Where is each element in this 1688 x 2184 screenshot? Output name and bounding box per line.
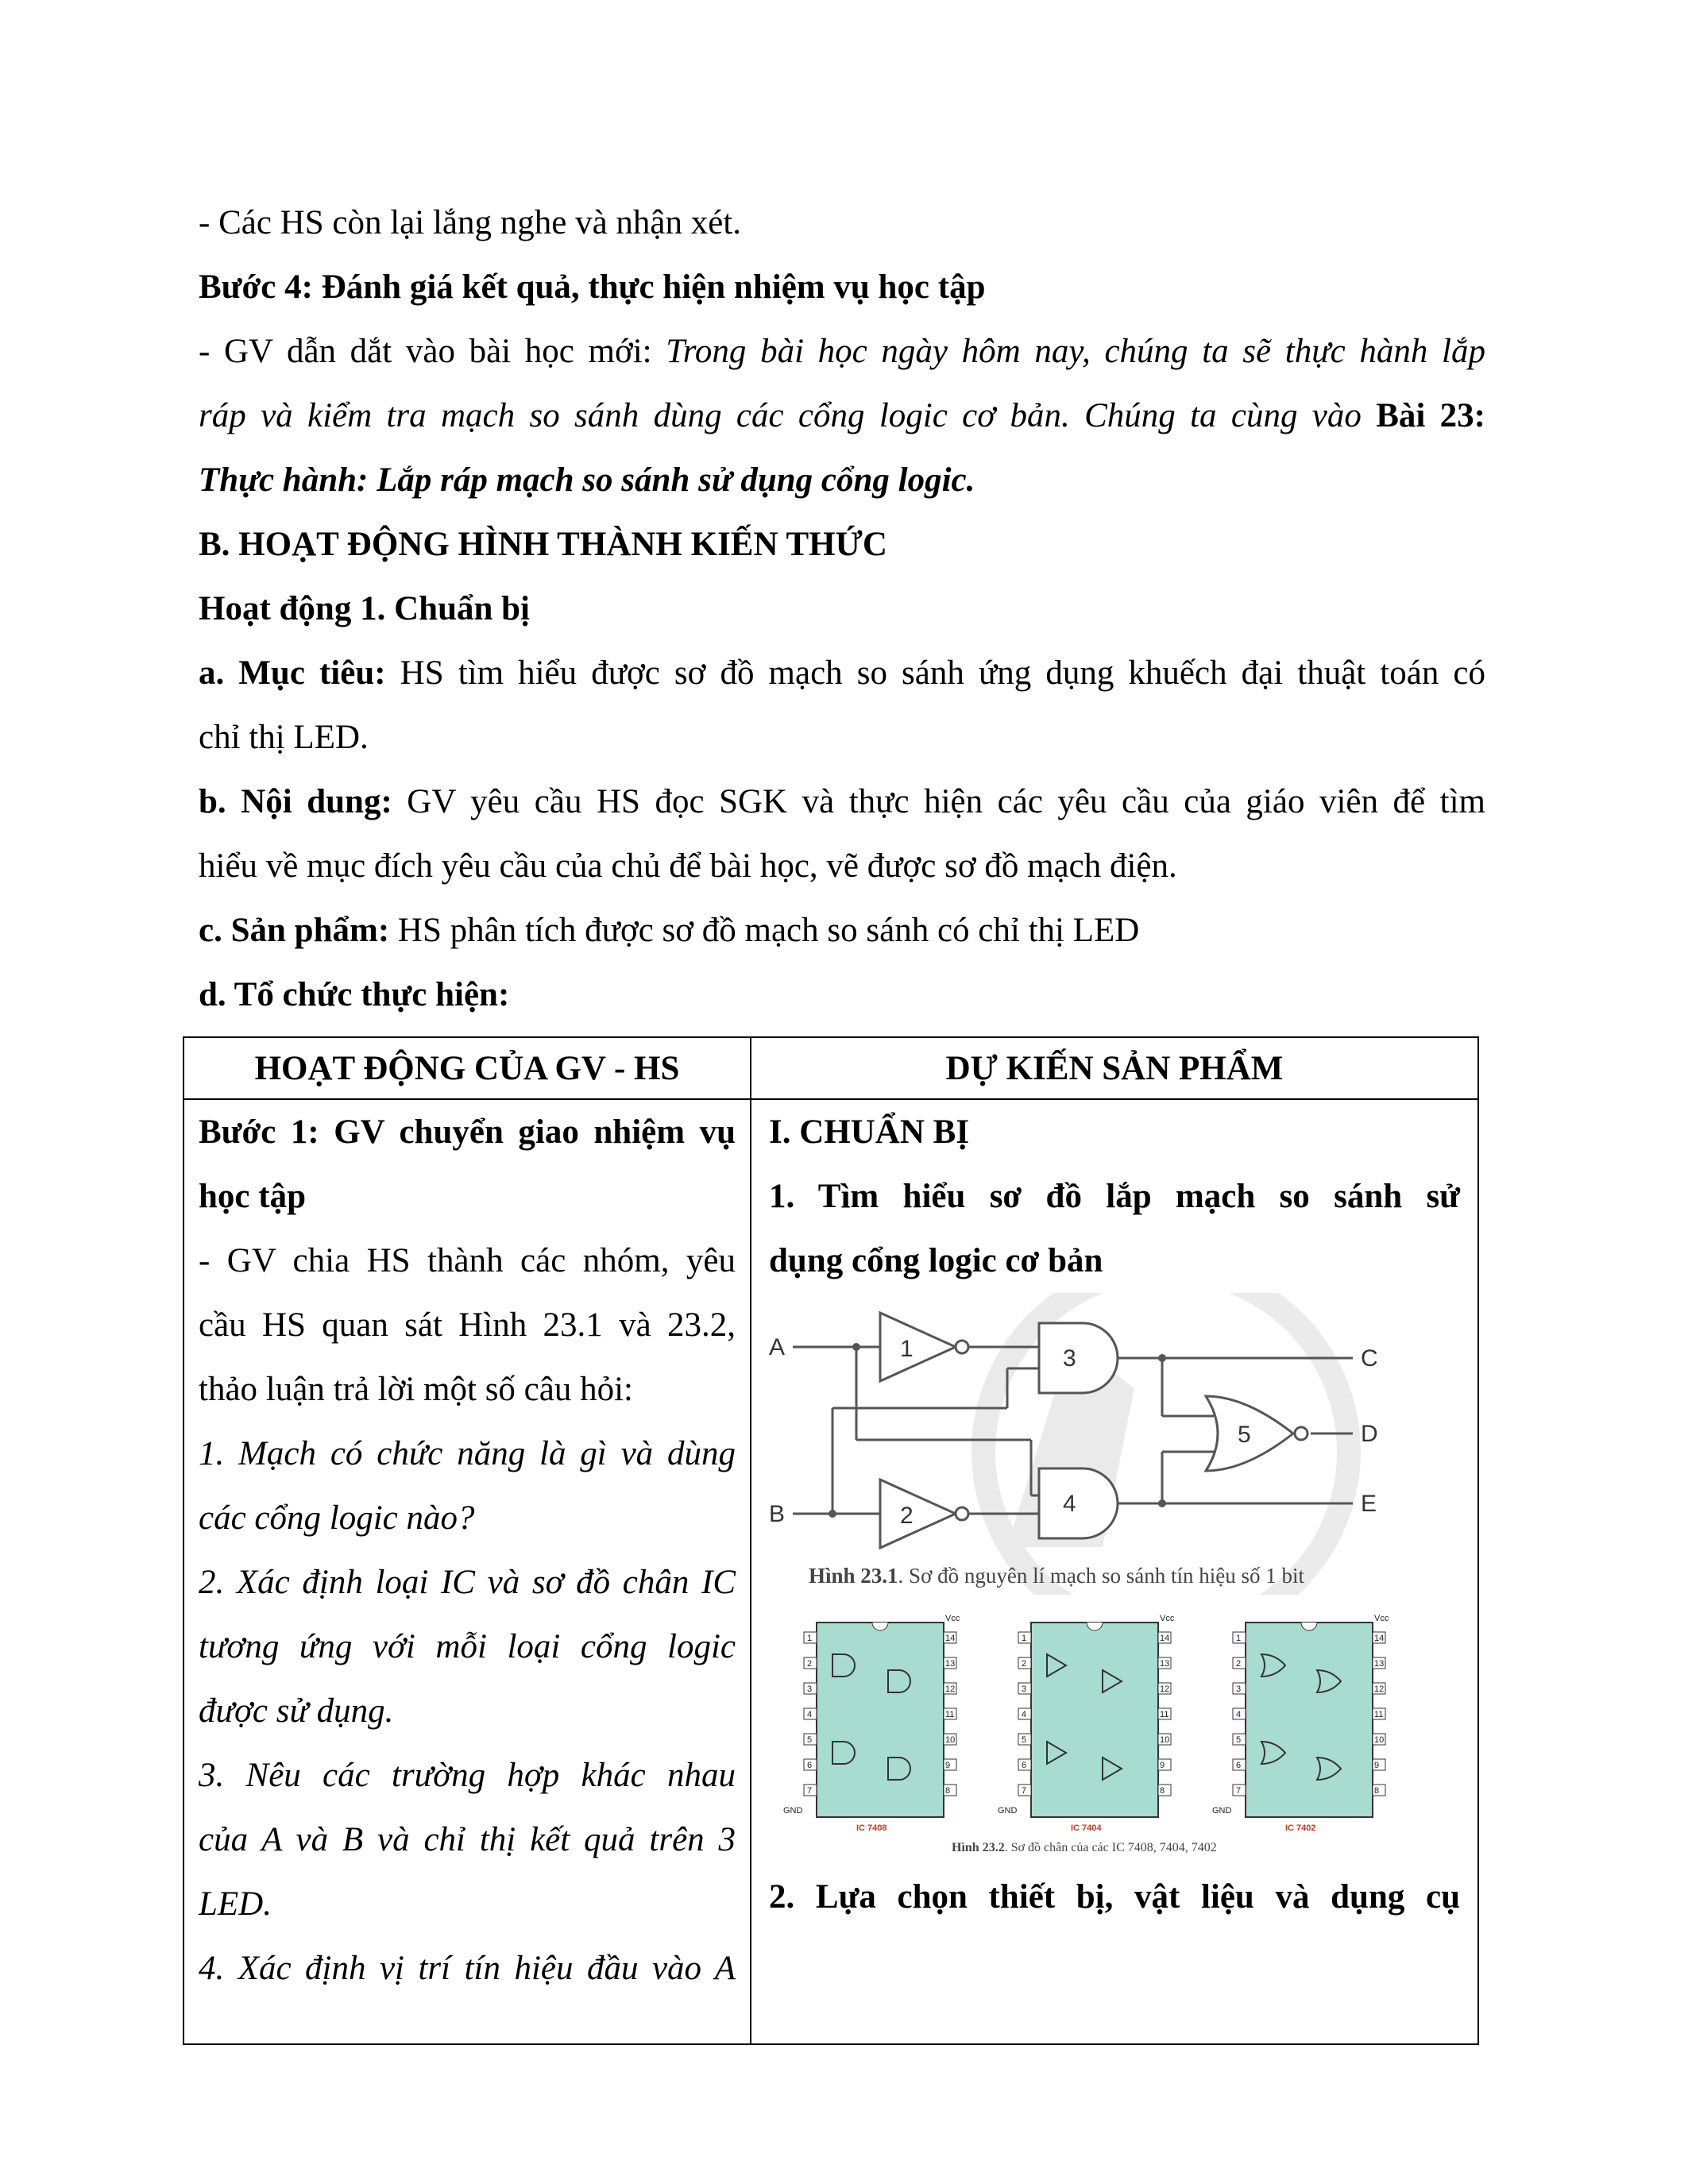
svg-text:2: 2	[900, 1503, 914, 1529]
figure-23-1-circuit	[769, 1293, 1460, 1595]
pin-number: 6	[1236, 1761, 1242, 1770]
ic-7404-diagram	[998, 1614, 1175, 1833]
pin-number: 13	[945, 1659, 956, 1669]
teacher-student-activity-cell	[183, 1099, 751, 2044]
question-2-end: được sử dụng.	[199, 1692, 394, 1730]
pin-number: 3	[1022, 1684, 1027, 1694]
ic-7408-diagram	[783, 1614, 960, 1833]
gnd-label: GND	[1212, 1806, 1232, 1815]
step1-heading-2: học tập	[199, 1178, 306, 1215]
vcc-label: Vcc	[945, 1614, 960, 1623]
pin-number: 13	[1374, 1659, 1385, 1669]
pin-number: 11	[1160, 1710, 1169, 1719]
ic-7402-diagram	[1212, 1614, 1389, 1833]
ic-7408-label: IC 7408	[856, 1823, 887, 1833]
pin-number: 9	[1160, 1761, 1165, 1770]
objective-line-2: chỉ thị LED.	[199, 719, 369, 756]
pin-number: 8	[945, 1786, 951, 1796]
question-4: 4. Xác định vị trí tín hiệu đầu vào A	[199, 1950, 736, 1987]
junction-dot	[1158, 1499, 1166, 1507]
pin-number: 1	[807, 1634, 813, 1643]
pin-number: 7	[1236, 1786, 1242, 1796]
pin-number: 1	[1022, 1634, 1027, 1643]
pin-number: 12	[1374, 1684, 1385, 1694]
pin-number: 12	[1160, 1684, 1170, 1694]
pin-number: 2	[1236, 1659, 1242, 1669]
pin-number: 14	[1160, 1634, 1170, 1643]
pin-number: 10	[1374, 1735, 1385, 1745]
output-d-label: D	[1361, 1421, 1378, 1447]
junction-dot	[829, 1510, 836, 1518]
pin-number: 4	[1022, 1710, 1027, 1719]
pin-number: 3	[807, 1684, 813, 1694]
intro-line-3: - GV dẫn dắt vào bài học mới: Trong bài học ngày hôm nay, chúng ta sẽ thực hành lắp	[199, 333, 1485, 370]
question-2-cont: tương ứng với mỗi loại cổng logic	[199, 1628, 736, 1665]
vcc-label: Vcc	[1374, 1614, 1389, 1623]
expected-product-cell	[751, 1099, 1478, 2044]
lesson-title: Thực hành: Lắp ráp mạch so sánh sử dụng cổng logic.	[199, 461, 975, 499]
intro-line-1: - Các HS còn lại lắng nghe và nhận xét.	[199, 204, 742, 241]
svg-text:5: 5	[1238, 1422, 1251, 1448]
pin-number: 2	[1022, 1659, 1027, 1669]
step4-heading: Bước 4: Đánh giá kết quả, thực hiện nhiệm vụ học tập	[199, 268, 986, 306]
figure-23-2-caption: Hình 23.2. Sơ đồ chân của các IC 7408, 7404, 7402	[952, 1841, 1217, 1854]
pin-number: 5	[1236, 1735, 1242, 1745]
pin-number: 5	[1022, 1735, 1027, 1745]
ic-7402-label: IC 7402	[1285, 1823, 1316, 1833]
gate-3-and	[1039, 1323, 1118, 1393]
figure-23-2-ic-pinouts	[769, 1599, 1460, 1861]
pin-number: 11	[1374, 1710, 1384, 1719]
pin-number: 4	[807, 1710, 813, 1719]
pin-number: 3	[1236, 1684, 1242, 1694]
gnd-label: GND	[998, 1806, 1018, 1815]
intro-line-4: ráp và kiểm tra mạch so sánh dùng các cổng logic cơ bản. Chúng ta cùng vào Bài 23:	[199, 397, 1485, 434]
pin-number: 7	[1022, 1786, 1027, 1796]
gnd-label: GND	[783, 1806, 803, 1815]
svg-text:1: 1	[900, 1336, 914, 1362]
input-b-label: B	[769, 1501, 786, 1527]
activity-table	[183, 1036, 1479, 2045]
prep-heading: I. CHUẨN BỊ	[769, 1113, 970, 1151]
junction-dot	[852, 1343, 860, 1351]
organize-heading: d. Tổ chức thực hiện:	[199, 976, 510, 1013]
ic-7404-label: IC 7404	[1071, 1823, 1102, 1833]
pin-number: 6	[807, 1761, 813, 1770]
pin-number: 4	[1236, 1710, 1242, 1719]
input-a-label: A	[769, 1334, 786, 1360]
question-2: 2. Xác định loại IC và sơ đồ chân IC	[199, 1564, 736, 1601]
pin-number: 11	[945, 1710, 955, 1719]
gate-2-not	[880, 1480, 968, 1548]
junction-dot	[1158, 1354, 1166, 1362]
question-1-cont: các cổng logic nào?	[199, 1499, 475, 1537]
output-e-label: E	[1361, 1491, 1377, 1517]
figure-23-1-caption: Hình 23.1. Sơ đồ nguyên lí mạch so sánh tín hiệu số 1 bit	[809, 1564, 1305, 1588]
objective-line: a. Mục tiêu: HS tìm hiểu được sơ đồ mạch so sánh ứng dụng khuếch đại thuật toán có	[199, 654, 1485, 692]
pin-number: 9	[1374, 1761, 1380, 1770]
question-3-cont: của A và B và chỉ thị kết quả trên 3	[199, 1821, 736, 1858]
subsection-2-heading: 2. Lựa chọn thiết bị, vật liệu và dụng cụ	[769, 1878, 1460, 1916]
gate-4-and	[1039, 1468, 1118, 1538]
svg-text:4: 4	[1063, 1491, 1076, 1517]
section-b-heading: B. HOẠT ĐỘNG HÌNH THÀNH KIẾN THỨC	[199, 526, 887, 563]
step1-heading: Bước 1: GV chuyển giao nhiệm vụ	[199, 1113, 736, 1151]
gate-1-not	[880, 1313, 968, 1381]
pin-number: 5	[807, 1735, 813, 1745]
table-header-right: DỰ KIẾN SẢN PHẨM	[751, 1037, 1478, 1099]
output-c-label: C	[1361, 1345, 1378, 1372]
subsection-1-heading: 1. Tìm hiểu sơ đồ lắp mạch so sánh sử	[769, 1178, 1460, 1215]
pin-number: 7	[807, 1786, 813, 1796]
pin-number: 2	[807, 1659, 813, 1669]
subsection-1-heading-2: dụng cổng logic cơ bản	[769, 1242, 1103, 1279]
task-line: - GV chia HS thành các nhóm, yêu	[199, 1242, 736, 1279]
task-line: thảo luận trả lời một số câu hỏi:	[199, 1371, 633, 1408]
pin-number: 8	[1374, 1786, 1380, 1796]
document-body	[199, 191, 1485, 1027]
pin-number: 6	[1022, 1761, 1027, 1770]
pin-number: 10	[1160, 1735, 1170, 1745]
pin-number: 9	[945, 1761, 951, 1770]
question-1: 1. Mạch có chức năng là gì và dùng	[199, 1435, 736, 1472]
pin-number: 13	[1160, 1659, 1170, 1669]
vcc-label: Vcc	[1160, 1614, 1175, 1623]
product-line: c. Sản phẩm: HS phân tích được sơ đồ mạch so sánh có chỉ thị LED	[199, 912, 1140, 949]
table-header-left: HOẠT ĐỘNG CỦA GV - HS	[183, 1037, 751, 1099]
pin-number: 14	[945, 1634, 956, 1643]
pin-number: 12	[945, 1684, 956, 1694]
question-3-end: LED.	[199, 1885, 272, 1923]
pin-number: 8	[1160, 1786, 1165, 1796]
pin-number: 1	[1236, 1634, 1242, 1643]
pin-number: 10	[945, 1735, 956, 1745]
question-3: 3. Nêu các trường hợp khác nhau	[199, 1757, 736, 1794]
content-line-2: hiểu về mục đích yêu cầu của chủ để bài học, vẽ được sơ đồ mạch điện.	[199, 847, 1177, 885]
pin-number: 14	[1374, 1634, 1385, 1643]
svg-text:3: 3	[1063, 1345, 1076, 1372]
content-line: b. Nội dung: GV yêu cầu HS đọc SGK và thực hiện các yêu cầu của giáo viên để tìm	[199, 783, 1485, 820]
activity-1-heading: Hoạt động 1. Chuẩn bị	[199, 590, 531, 627]
gate-5-nor	[1206, 1396, 1308, 1471]
task-line: cầu HS quan sát Hình 23.1 và 23.2,	[199, 1306, 736, 1344]
